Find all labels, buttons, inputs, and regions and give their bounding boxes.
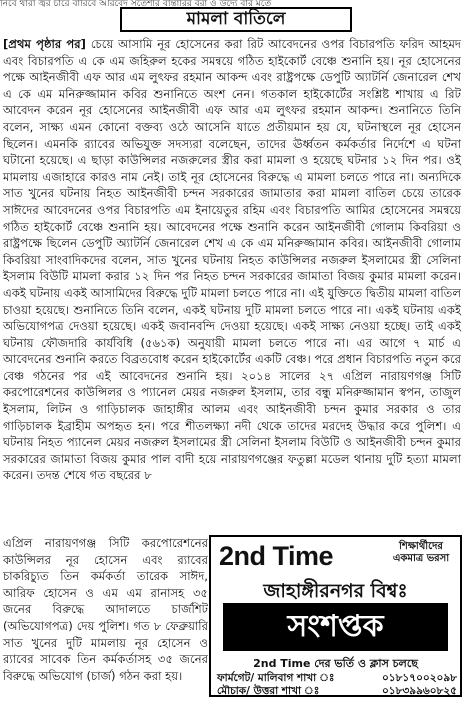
ad-brand: 2nd Time	[219, 541, 334, 571]
article-body	[3, 36, 461, 484]
ad-branch-2-label: মৌচাক/ উত্তরা শাখা ঃ	[217, 685, 320, 697]
ad-program-name: সংশপ্তক	[223, 603, 448, 651]
article-headline: মামলা বাতিলে	[120, 7, 352, 32]
previous-article-fragment: নিবে থারা জ্বর চারে বারিবে আরবেদ সতেশার বান্তারির বরা ও উদ্যে বার মতে	[0, 0, 272, 8]
ad-university: জাহাঙ্গীরনগর বিশ্বঃ	[263, 580, 408, 602]
ad-admission-line: 2nd Time দের ভর্তি ও ক্লাস চলছে	[253, 657, 418, 670]
coaching-advertisement	[209, 535, 462, 697]
continuation-lead: [প্রথম পৃষ্ঠার পর]	[3, 37, 86, 51]
ad-branch-1-label: ফার্মগেট/ মালিবাগ শাখা ঃ	[217, 672, 335, 684]
article-text: চেয়ে আসামি নূর হোসেনের করা রিট আবেদনের ওপর বিচারপতি ফরিদ আহমদ এবং বিচারপতি এ কে এম জহিরুল হকের সমন্বয়ে গঠিত হাইকোর্ট বেঞ্চে শুনানি হয়। নূর হোসেনের পক্ষে আইনজীবী এফ আর এম লুৎফর রহমান আকন্দ এবং রাষ্ট্রপক্ষে ডেপুটি অ্যাটর্নি জেনারেল শেখ এ কে এম মনিরুজ্জামান কবির শুনানিতে অংশ নেন। গতকাল হাইকোর্টের সংশ্লিষ্ট শাখায় এ রিট আবেদন করেন নূর হোসেনের আইনজীবী এফ আর এম লুৎফর রহমান আকন্দ। শুনানিতে তিনি বলেন, সাক্ষ্য এমন কোনো বক্তব্য ওঠে আসেনি যাতে প্রতীয়মান হয় যে, ঘটনাস্থলে নূর হোসেন ছিলেন। এমনকি র‌্যাবের অভিযুক্ত সদস্যরা বলেছেন, তাদের ঊর্ধ্বতন কর্মকর্তার নির্দেশে এ ঘটনা ঘটানো হয়েছে। এ ছাড়া কাউন্সিলর নজরুলের স্ত্রীর করা মামলা ও হয়েছে ঘটনার ১২ দিন পর। ওই মামলায় এজাহারে কারও নাম নেই। তাই নূর হোসেনের বিরুদ্ধে এ মামলা চলতে পারে না। অন্যদিকে সাত খুনের ঘটনায় নিহত আইনজীবী চন্দন সরকারের জামাতার করা মামলা বাতিল চেয়ে তারেক সাঈদের আবেদনের ওপর বিচারপতি এম ইনায়েতুর রহিম এবং বিচারপতি আমির হোসেনের সমন্বয়ে গঠিত হাইকোর্ট বেঞ্চে শুনানি হয়। আবেদনের পক্ষে শুনানি করেন আইনজীবী গোলাম কিবরিয়া ও রাষ্ট্রপক্ষে ছিলেন ডেপুটি অ্যাটর্নি জেনারেল শেখ এ কে এম মনিরুজ্জামান কবির। আইনজীবী গোলাম কিবরিয়া সাংবাদিকদের বলেন, সাত খুনের ঘটনায় নিহত কাউন্সিলর নজরুল ইসলামের স্ত্রী সেলিনা ইসলাম বিউটি মামলা করার ১২ দিন পর নিহত চন্দন সরকারের জামাতা বিজয় কুমার মামলা করেন। একই ঘটনায় একই আসামিদের বিরুদ্ধে দুটি মামলা চলতে পারে না। এই যুক্তিতে দ্বিতীয় মামলা বাতিল চাওয়া হয়েছে। শুনানিতে তিনি বলেন, একই ঘটনায় দুটি মামলা চলতে পারে না। একই ঘটনায় একই অভিযোগপত্র দেওয়া হয়েছে। একই জবানবন্দি দেওয়া হয়েছে। একই সাক্ষ্য নেওয়া হচ্ছে। তাই একই ঘটনায় ফৌজদারি কার্যবিধি (৫৬১ক) অনুযায়ী মামলা চলতে পারে না। এর আগে ৭ মার্চ এ আবেদনের শুনানি করতে বিব্রতবোধ করেন হাইকোর্টের একটি বেঞ্চ। পরে প্রধান বিচারপতি নতুন করে বেঞ্চ গঠনের পর এই আবেদনের শুনানি হয়। ২০১৪ সালের ২৭ এপ্রিল নারায়ণগঞ্জ সিটি করপোরেশনের কাউন্সিলর ও প্যানেল মেয়র নজরুল ইসলাম, তার বন্ধু মনিরুজ্জামান স্বপন, তাজুল ইসলাম, লিটন ও গাড়িচালক জাহাঙ্গীর আলম এবং আইনজীবী চন্দন কুমার সরকার ও তার গাড়িচালক ইব্রাহীম অপহৃত হন। পরে শীতলক্ষ্যা নদী থেকে তাদের মরদেহ উদ্ধার করে পুলিশ। এ ঘটনায় নিহত প্যানেল মেয়র নজরুল ইসলামের স্ত্রী সেলিনা ইসলাম বিউটি ও আইনজীবী চন্দন কুমার সরকারের জামাতা বিজয় কুমার পাল বাদী হয়ে নারায়ণগঞ্জের ফতুল্লা মডেল থানায় দুটি হত্যা মামলা করেন। তদন্ত শেষে গত বছরের ৮	[3, 37, 461, 483]
ad-branch-2-phone: ০১৮৩৯৯৬০৮২৫	[381, 685, 457, 697]
article-continuation-column: এপ্রিল নারায়ণগঞ্জ সিটি করপোরেশনের কাউন্সিলর নূর হোসেন এবং র‌্যাবের চাকরিচ্যুত তিন কর্মকর্তা তারেক সাঈদ, আরিফ হোসেন ও এম এম রানাসহ ৩৫ জনের বিরুদ্ধে আদালতে চার্জশিট (অভিযোগপত্র) দেয় পুলিশ। গত ৮ ফেব্রুয়ারি সাত খুনের দুটি মামলায় নূর হোসেন ও র‌্যাবের সাবেক তিন কর্মকর্তাসহ ৩৫ জনের বিরুদ্ধে অভিযোগ (চার্জ) গঠন করা হয়।	[3, 536, 208, 683]
ad-branch-1-phone: ০১৮১৭০০২০৯৮	[381, 672, 457, 684]
ad-branch-2	[217, 684, 457, 701]
ad-tagline: শিক্ষার্থীদের একমাত্র ভরসা	[392, 541, 450, 564]
